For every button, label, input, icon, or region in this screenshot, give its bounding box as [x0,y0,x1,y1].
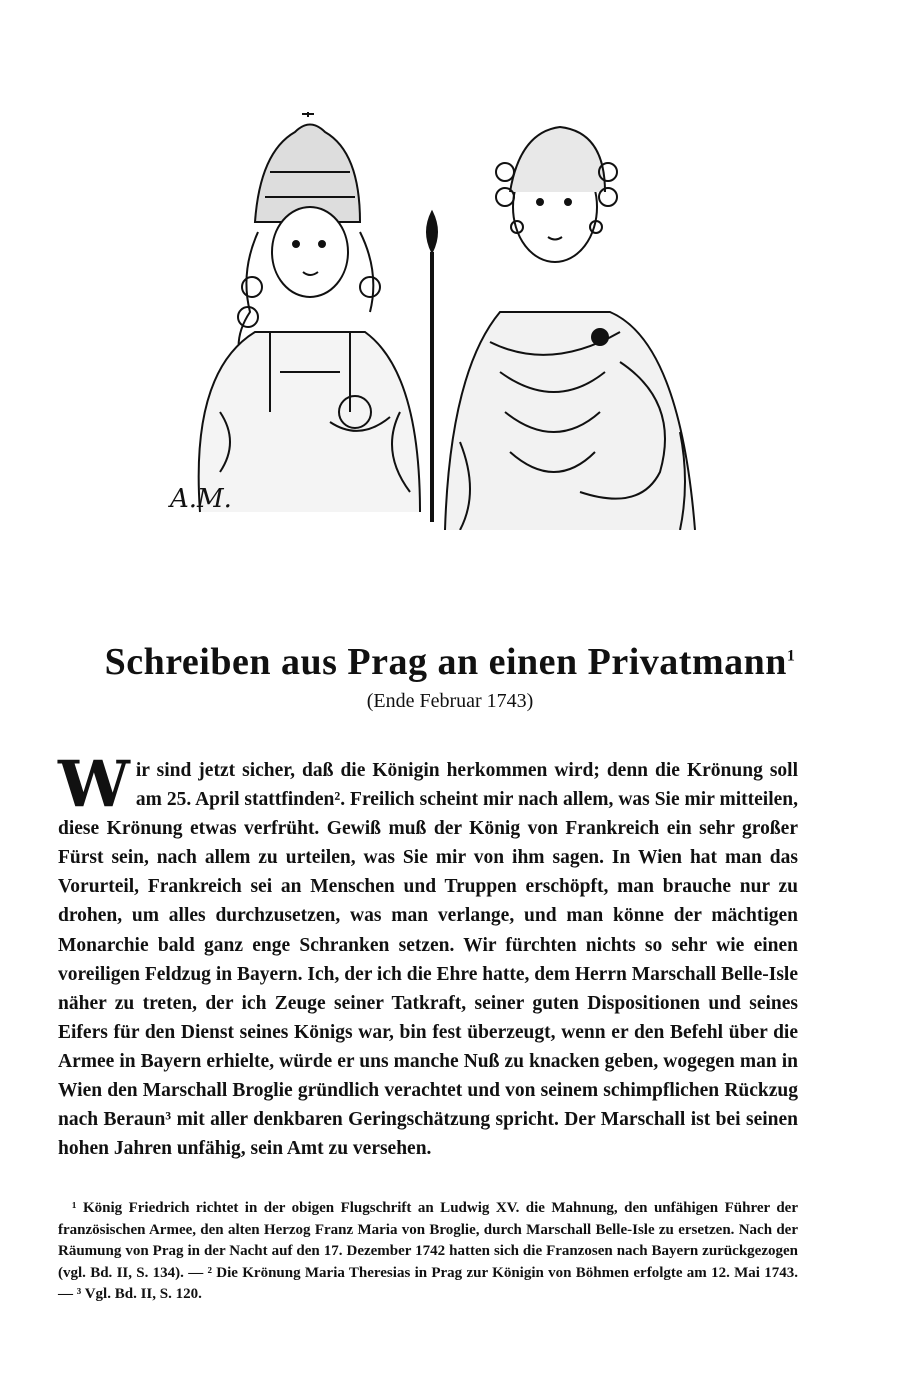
body-paragraph [58,747,798,1163]
footnotes [58,1198,798,1306]
body-text: ir sind jetzt sicher, daß die Königin herkommen wird; denn die Krönung soll am 25. April stattfinden². Freilich scheint mir nach allem, was Sie mir mitteilen, diese Krönung etwas verfrüht. Gewiß muß der König von Frankreich ein sehr großer Fürst sein, nach allem zu urteilen, was Sie mir von ihm sagen. In Wien hat man das Vorurteil, Frankreich sei an Menschen und Truppen erschöpft, man brauche nur zu drohen, um alles durchzusetzen, was man verlange, und man könne der mächtigen Monarchie bald ganz enge Schranken setzen. Wir fürchten nichts so sehr wie einen voreiligen Feldzug in Bayern. Ich, der ich die Ehre hatte, dem Herrn Marschall Belle-Isle näher zu treten, der ich Zeuge seiner Tatkraft, seiner guten Dispositionen und seines Eifers für den Dienst seines Königs war, bin fest überzeugt, wenn er den Befehl über die Armee in Bayern erhielte, würde er uns manche Nuß zu knacken geben, wogegen man in Wien den Marschall Broglie gründlich verachtet und von seinem schimpflichen Rückzug nach Beraun³ mit aller denkbaren Geringschätzung spricht. Der Marschall ist bei seinen hohen Jahren unfähig, sein Amt zu versehen. [58,760,798,1160]
footnotes-text: ¹ König Friedrich richtet in der obigen Flugschrift an Ludwig XV. die Mahnung, den unfähigen Führer der französischen Armee, den alten Herzog Franz Maria von Broglie, durch Marschall Belle-Isle zu ersetzen. Nach der Räumung von Prag in der Nacht auf den 17. Dezember 1742 hatten sich die Franzosen nach Bayern zurückgezogen (vgl. Bd. II, S. 134). — ² Die Krönung Maria Theresias in Prag zur Königin von Böhmen erfolgte am 12. Mai 1743. — ³ Vgl. Bd. II, S. 120. [58,1200,798,1302]
artist-signature: A.M. [170,484,232,514]
dropcap-letter: W [58,747,130,822]
page-subtitle: (Ende Februar 1743) [366,690,534,712]
portrait-engraving [160,112,700,530]
page-title [60,640,840,684]
title-footnote-mark: 1 [786,647,796,665]
title-text: Schreiben aus Prag an einen Privatmann [104,641,787,683]
portrait-engraving-icon [160,112,700,530]
